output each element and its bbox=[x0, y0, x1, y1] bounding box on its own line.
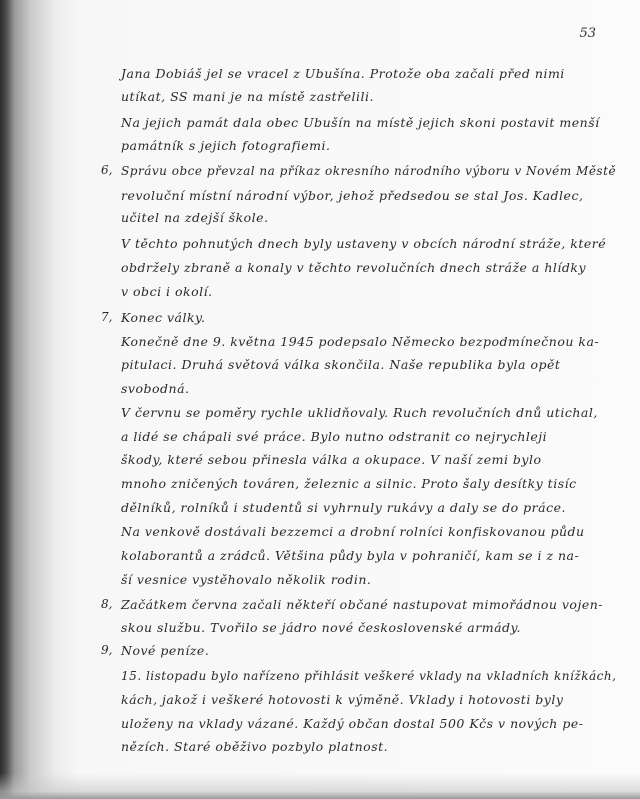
section-heading: Konec války. bbox=[121, 310, 206, 325]
handwritten-line: a lidé se chápali své práce. Bylo nutno odstranit co nejrychleji bbox=[121, 429, 548, 444]
handwritten-line: Na venkově dostávali bezzemci a drobní rolníci konfiskovanou půdu bbox=[121, 524, 585, 539]
handwritten-line: škody, které sebou přinesla válka a okupace. V naší zemi bylo bbox=[121, 452, 542, 467]
handwritten-line: mnoho zničených továren, železnic a silnic. Proto šaly desítky tisíc bbox=[121, 476, 577, 491]
handwritten-line: učitel na zdejší škole. bbox=[121, 210, 269, 225]
handwritten-line: Konečně dne 9. května 1945 podepsalo Německo bezpodmínečnou ka- bbox=[121, 334, 600, 349]
handwritten-line: 15. listopadu bylo nařízeno přihlásit veškeré vklady na vkladních knížkách, bbox=[121, 668, 617, 683]
binding-shadow bbox=[0, 0, 14, 799]
handwritten-line: V červnu se poměry rychle uklidňovaly. Ruch revolučních dnů utichal, bbox=[121, 405, 598, 420]
handwritten-line: pitulaci. Druhá světová válka skončila. Naše republika byla opět bbox=[121, 357, 561, 372]
page-number: 53 bbox=[579, 26, 596, 41]
section-heading: Nové peníze. bbox=[121, 643, 210, 658]
handwritten-line: Začátkem června začali někteří občané nastupovat mimořádnou vojen- bbox=[121, 597, 603, 612]
handwritten-line: V těchto pohnutých dnech byly ustaveny v obcích národní stráže, které bbox=[121, 236, 607, 251]
handwritten-line: Jana Dobiáš jel se vracel z Ubušína. Protože oba začali před nimi bbox=[121, 66, 565, 81]
section-number: 8, bbox=[101, 597, 113, 611]
handwritten-line: Správu obce převzal na příkaz okresního národního výboru v Novém Městě bbox=[121, 163, 617, 178]
handwritten-line: utíkat, SS mani je na místě zastřelili. bbox=[121, 89, 374, 104]
handwritten-line: svobodná. bbox=[121, 381, 190, 396]
page-bottom-edge bbox=[0, 773, 640, 799]
handwritten-line: kolaborantů a zrádců. Většina půdy byla v pohraničí, kam se i z na- bbox=[121, 548, 580, 563]
handwritten-line: nězích. Staré oběživo pozbylo platnost. bbox=[121, 739, 389, 754]
section-number: 7, bbox=[101, 310, 113, 324]
section-number: 9, bbox=[101, 643, 113, 657]
handwritten-line: památník s jejich fotografiemi. bbox=[121, 138, 331, 153]
handwritten-line: obdržely zbraně a konaly v těchto revolučních dnech stráže a hlídky bbox=[121, 260, 587, 275]
section-number: 6, bbox=[101, 163, 113, 177]
handwritten-line: v obci i okolí. bbox=[121, 284, 213, 299]
handwritten-line: uloženy na vklady vázané. Každý občan dostal 500 Kčs v nových pe- bbox=[121, 716, 584, 731]
handwritten-line: revoluční místní národní výbor, jehož předsedou se stal Jos. Kadlec, bbox=[121, 188, 584, 203]
handwritten-line: skou službu. Tvořilo se jádro nové československé armády. bbox=[121, 620, 521, 635]
handwritten-line: Na jejich památ dala obec Ubušín na místě jejich skoni postavit menší bbox=[121, 115, 600, 130]
handwritten-line: kách, jakož i veškeré hotovosti k výměně. Vklady i hotovosti byly bbox=[121, 692, 564, 707]
handwritten-line: dělníků, rolníků i studentů si vyhrnuly rukávy a daly se do práce. bbox=[121, 500, 566, 515]
handwritten-line: ší vesnice vystěhovalo několik rodin. bbox=[121, 572, 372, 587]
